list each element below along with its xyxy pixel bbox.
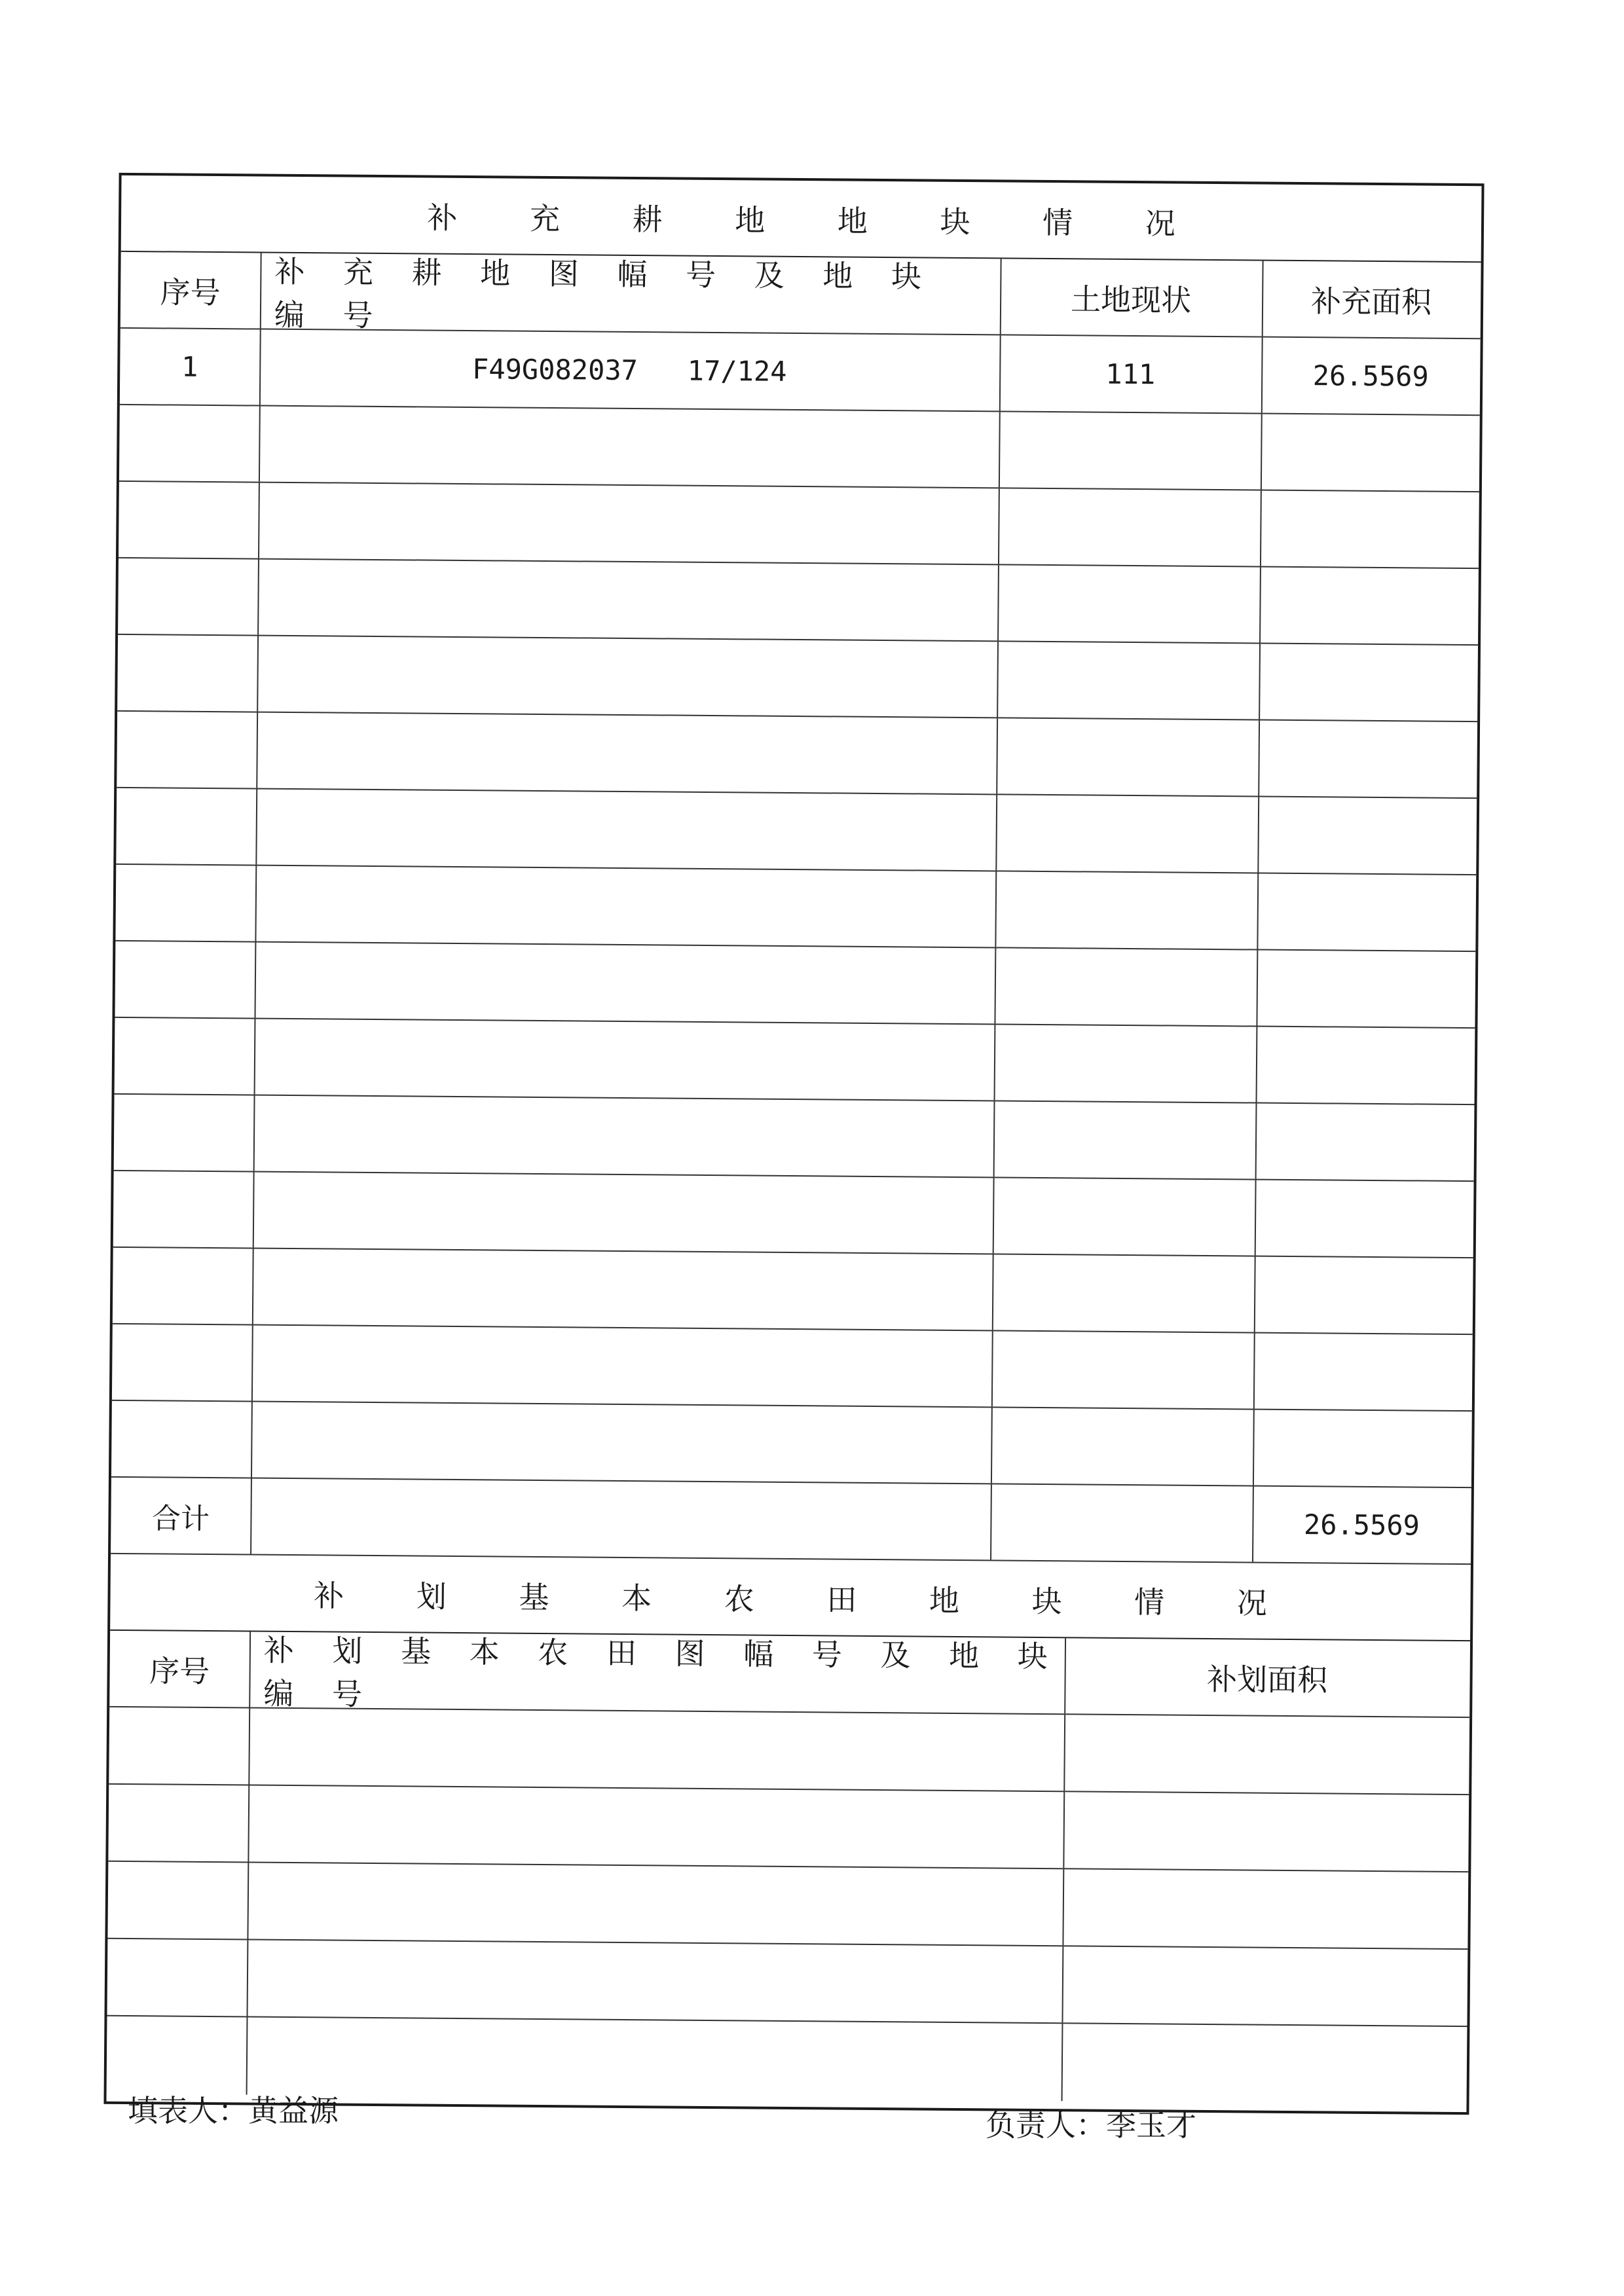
table-row xyxy=(112,1324,1473,1412)
header2-map-no: 补 划 基 本 农 田 图 幅 号 及 地 块 编 号 xyxy=(263,1632,1062,1712)
table-row xyxy=(117,712,1477,799)
table-row xyxy=(113,1171,1474,1258)
responsible-label: 负责人：李玉才 xyxy=(986,2107,1196,2143)
table-row xyxy=(115,1018,1475,1105)
section2-header-row xyxy=(109,1631,1470,1718)
header-land-status: 土地现状 xyxy=(1070,281,1192,318)
header-area: 补充面积 xyxy=(1310,283,1432,320)
total-row xyxy=(111,1478,1471,1565)
table-row xyxy=(118,558,1479,646)
header2-area: 补划面积 xyxy=(1206,1661,1328,1698)
table-row xyxy=(113,1248,1473,1335)
land-form xyxy=(103,173,1484,2115)
table-row xyxy=(111,1401,1472,1488)
table-row xyxy=(115,865,1476,952)
table-row xyxy=(117,635,1478,722)
table-row xyxy=(120,329,1481,416)
header2-seq: 序号 xyxy=(149,1652,210,1689)
total-area: 26.5569 xyxy=(1303,1508,1420,1542)
table-row xyxy=(109,1707,1469,1795)
section2-title: 补 划 基 本 农 田 地 块 情 况 xyxy=(314,1577,1299,1621)
row-seq: 1 xyxy=(181,350,198,383)
section1-title: 补 充 耕 地 地 块 情 况 xyxy=(427,200,1207,242)
header-seq: 序号 xyxy=(160,274,221,310)
table-row xyxy=(114,1095,1475,1182)
total-label: 合计 xyxy=(151,1501,210,1536)
section1-header-row xyxy=(120,252,1481,339)
table-row xyxy=(119,482,1479,569)
table-row xyxy=(107,1862,1468,1950)
table-row xyxy=(116,788,1477,875)
table-row xyxy=(107,1939,1467,2027)
filler-label: 填表人：黄益源 xyxy=(128,2093,339,2128)
row-land-status: 111 xyxy=(1105,357,1156,391)
table-row xyxy=(119,405,1480,492)
table-row xyxy=(108,1785,1469,1872)
header-map-no: 补 充 耕 地 图 幅 号 及 地 块 编 号 xyxy=(274,253,936,333)
row-area: 26.5569 xyxy=(1312,359,1429,393)
table-row xyxy=(115,941,1475,1029)
row-map-no: F49G082037 17/124 xyxy=(471,353,787,388)
